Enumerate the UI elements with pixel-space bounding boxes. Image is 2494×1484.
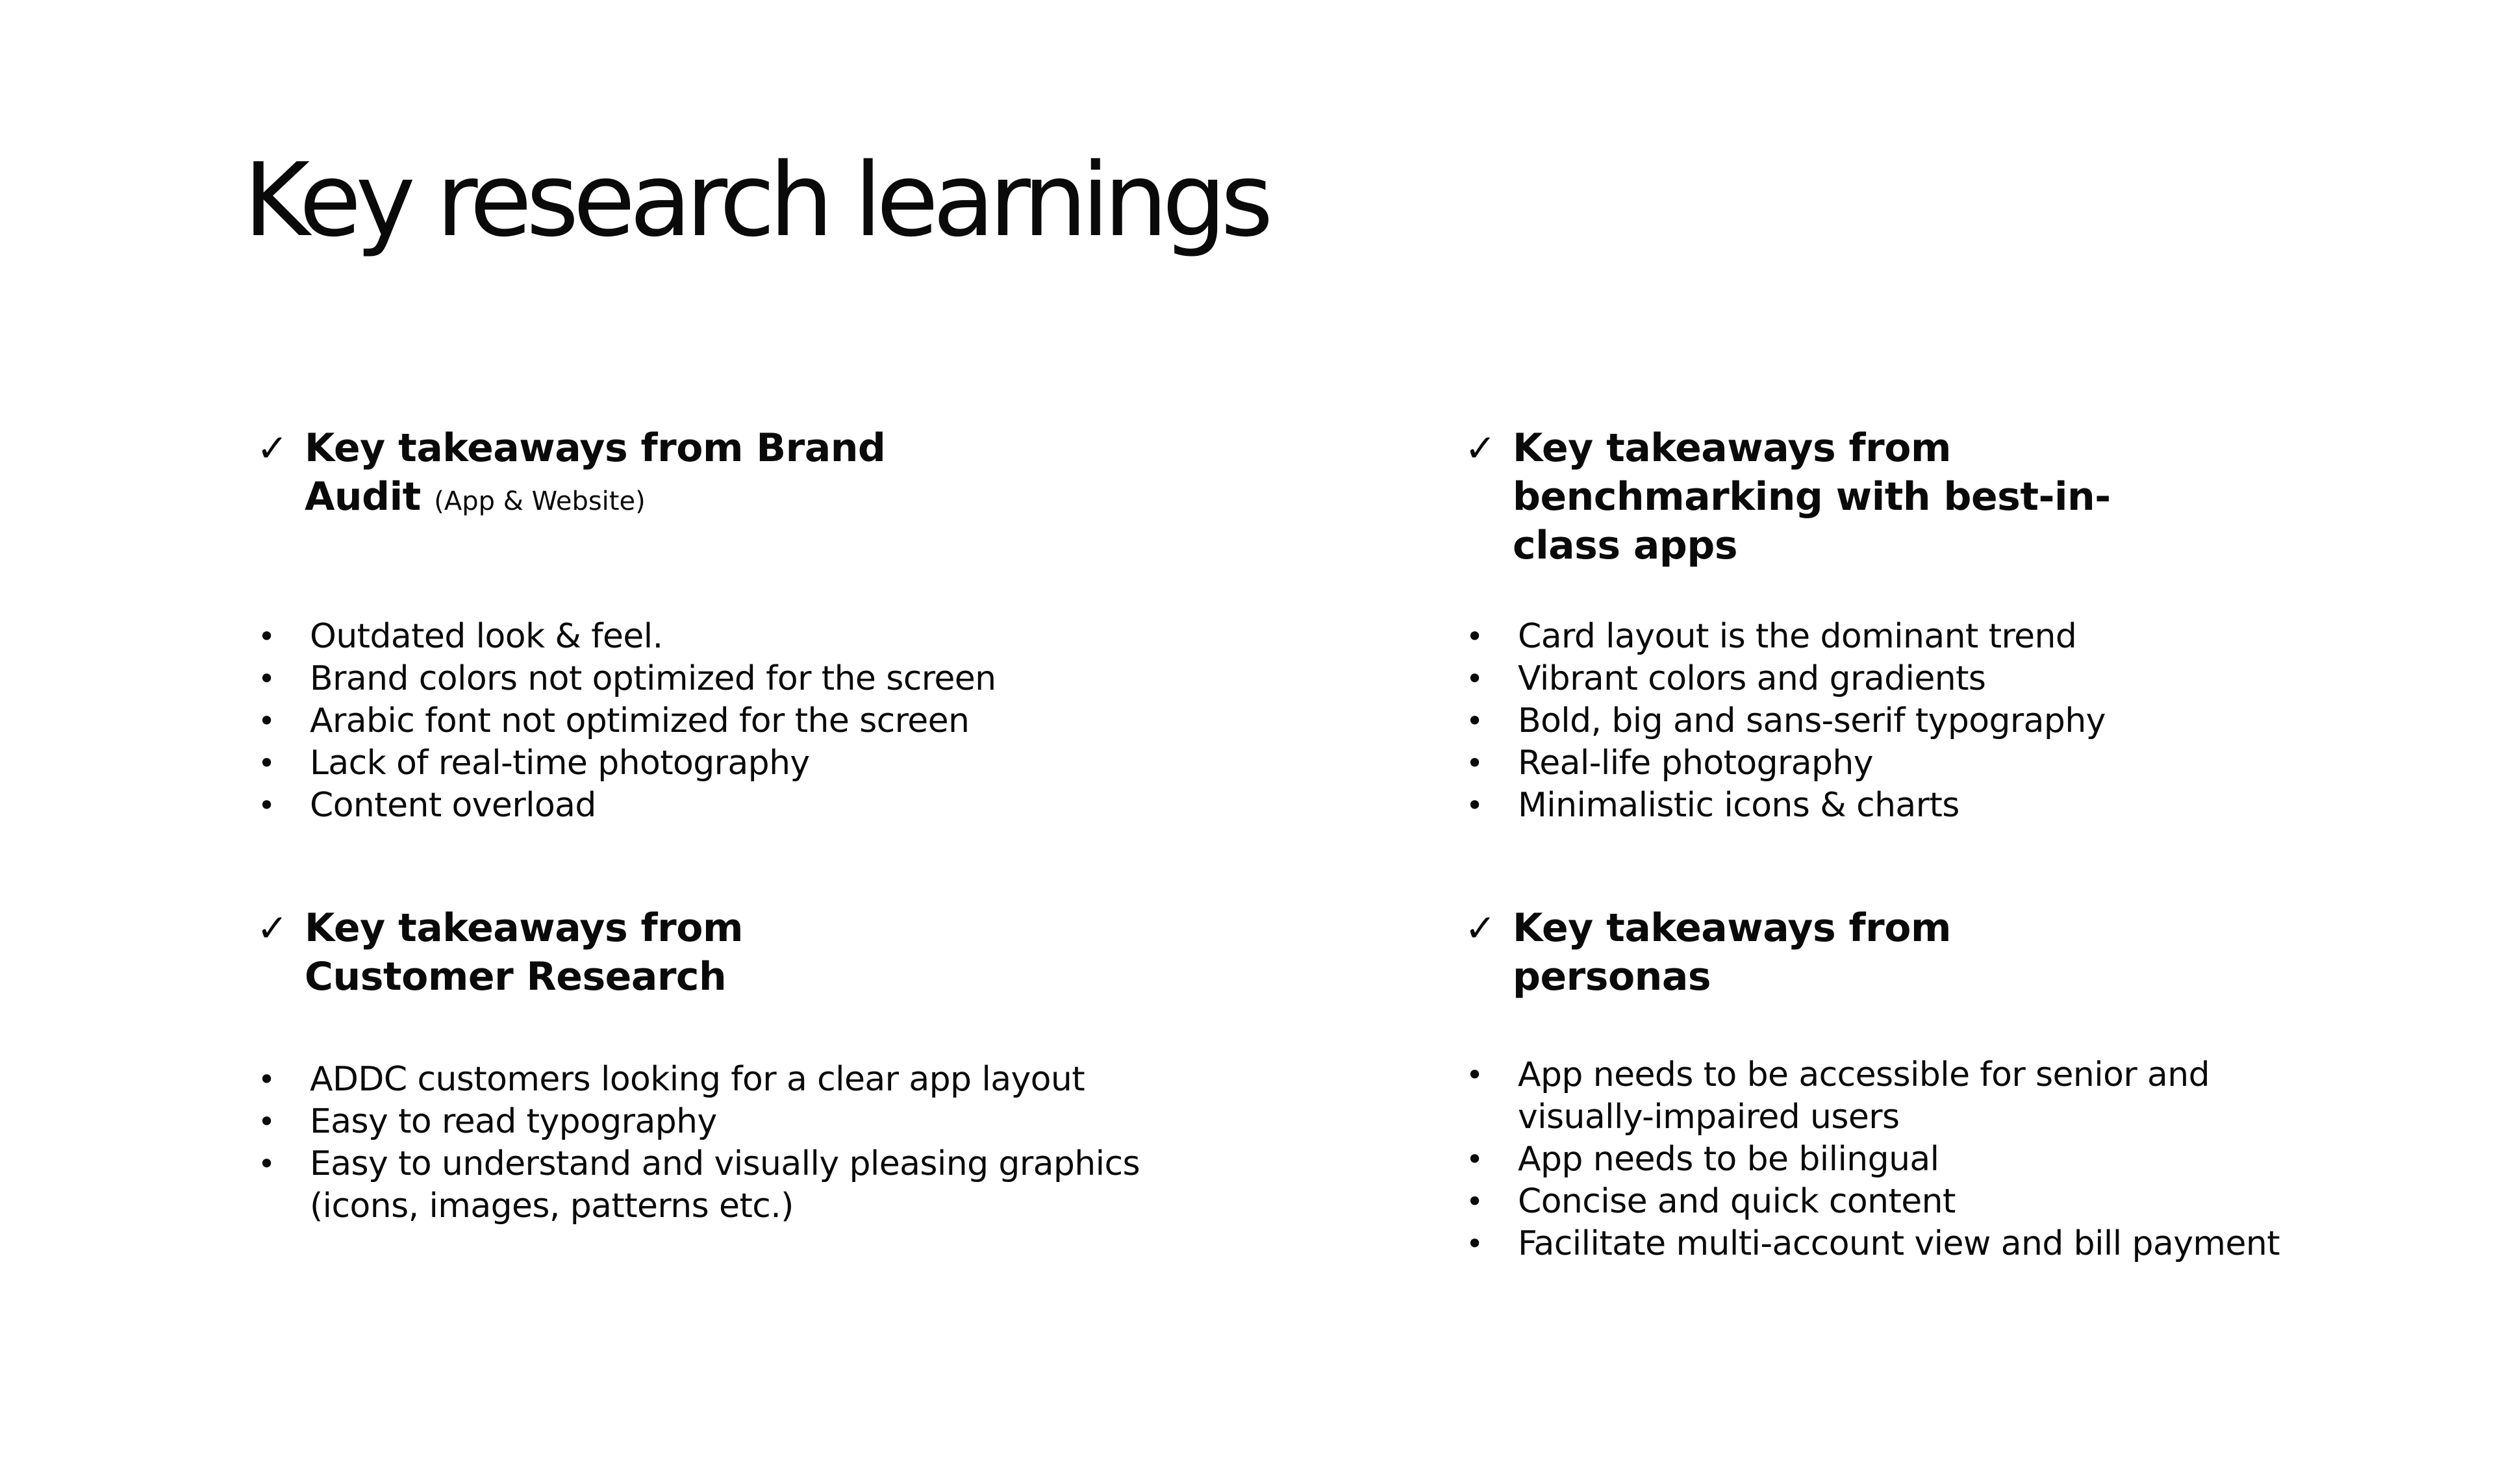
list-item — [1465, 1181, 2280, 1223]
list-item-text-continued: visually-impaired users — [1518, 1098, 1900, 1137]
bullet-icon: • — [1466, 788, 1483, 823]
heading-note: (App & Website) — [434, 486, 646, 516]
check-icon: ✓ — [1465, 906, 1496, 950]
heading-line: Key takeaways from — [1513, 905, 1951, 951]
list-item — [1465, 1054, 2280, 1138]
list-item-text: Content overload — [310, 786, 596, 825]
list-item-text-continued: (icons, images, patterns etc.) — [310, 1187, 794, 1226]
heading-line: Key takeaways from — [305, 905, 743, 951]
bullet-icon: • — [258, 661, 275, 696]
list-item-text: Concise and quick content — [1518, 1182, 1956, 1221]
list-item-text: App needs to be bilingual — [1518, 1140, 1939, 1179]
bullet-icon: • — [1466, 746, 1483, 781]
bullet-icon: • — [1466, 1142, 1483, 1177]
bullet-icon: • — [258, 619, 275, 654]
takeaway-list-brand-audit — [257, 616, 996, 827]
heading-line — [305, 473, 885, 526]
list-item-text: Vibrant colors and gradients — [1518, 659, 1986, 698]
list-item-text: Easy to read typography — [310, 1102, 717, 1141]
list-item — [257, 1101, 1140, 1143]
list-item-text: Real-life photography — [1518, 744, 1873, 783]
heading-line: class apps — [1513, 523, 1738, 568]
takeaway-list-customer-research — [257, 1059, 1140, 1227]
list-item — [257, 785, 996, 827]
heading-line: benchmarking with best-in- — [1513, 474, 2111, 520]
list-item — [1465, 700, 2106, 742]
bullet-icon: • — [1466, 1226, 1483, 1261]
bullet-icon: • — [258, 703, 275, 738]
takeaway-list-personas — [1465, 1054, 2280, 1265]
bullet-icon: • — [258, 1062, 275, 1097]
heading-line: Key takeaways from — [1513, 425, 1951, 471]
check-icon: ✓ — [257, 426, 288, 470]
section-heading — [257, 424, 885, 526]
bullet-icon: • — [1466, 661, 1483, 696]
takeaway-list-benchmarking — [1465, 616, 2106, 827]
list-item — [257, 658, 996, 700]
check-icon: ✓ — [1465, 426, 1496, 470]
list-item — [257, 1059, 1140, 1101]
heading-line: personas — [1513, 954, 1711, 1000]
list-item — [1465, 1223, 2280, 1265]
list-item — [1465, 616, 2106, 658]
list-item — [257, 1143, 1140, 1227]
list-item-text: Facilitate multi-account view and bill payment — [1518, 1224, 2280, 1263]
list-item-text: Outdated look & feel. — [310, 617, 663, 656]
bullet-icon: • — [1466, 1057, 1483, 1092]
heading-line: Key takeaways from Brand — [305, 425, 886, 471]
list-item-text: Lack of real-time photography — [310, 744, 810, 783]
list-item-text: ADDC customers looking for a clear app layout — [310, 1060, 1085, 1099]
bullet-icon: • — [258, 1146, 275, 1181]
list-item-text: App needs to be accessible for senior and — [1518, 1055, 2210, 1094]
page-title: Key research learnings — [244, 141, 1268, 259]
check-icon: ✓ — [257, 906, 288, 950]
list-item-text: Easy to understand and visually pleasing graphics — [310, 1144, 1140, 1183]
bullet-icon: • — [1466, 1184, 1483, 1219]
list-item — [257, 700, 996, 742]
list-item — [1465, 658, 2106, 700]
bullet-icon: • — [258, 746, 275, 781]
section-benchmarking — [1465, 424, 2111, 570]
list-item-text: Brand colors not optimized for the screen — [310, 659, 996, 698]
section-personas — [1465, 904, 1951, 1001]
list-item-text: Bold, big and sans-serif typography — [1518, 701, 2106, 740]
section-customer-research — [257, 904, 743, 1001]
list-item — [1465, 785, 2106, 827]
list-item-text: Card layout is the dominant trend — [1518, 617, 2077, 656]
list-item — [257, 742, 996, 785]
bullet-icon: • — [258, 1104, 275, 1139]
list-item-text: Minimalistic icons & charts — [1518, 786, 1959, 825]
heading-line-text: Audit — [305, 474, 421, 520]
list-item — [257, 616, 996, 658]
section-brand-audit — [257, 424, 885, 526]
heading-line: Customer Research — [305, 954, 727, 1000]
bullet-icon: • — [1466, 703, 1483, 738]
section-heading — [1465, 424, 2111, 570]
section-heading — [1465, 904, 1951, 1001]
list-item-text: Arabic font not optimized for the screen — [310, 701, 970, 740]
list-item — [1465, 1138, 2280, 1181]
list-item — [1465, 742, 2106, 785]
bullet-icon: • — [1466, 619, 1483, 654]
bullet-icon: • — [258, 788, 275, 823]
section-heading — [257, 904, 743, 1001]
